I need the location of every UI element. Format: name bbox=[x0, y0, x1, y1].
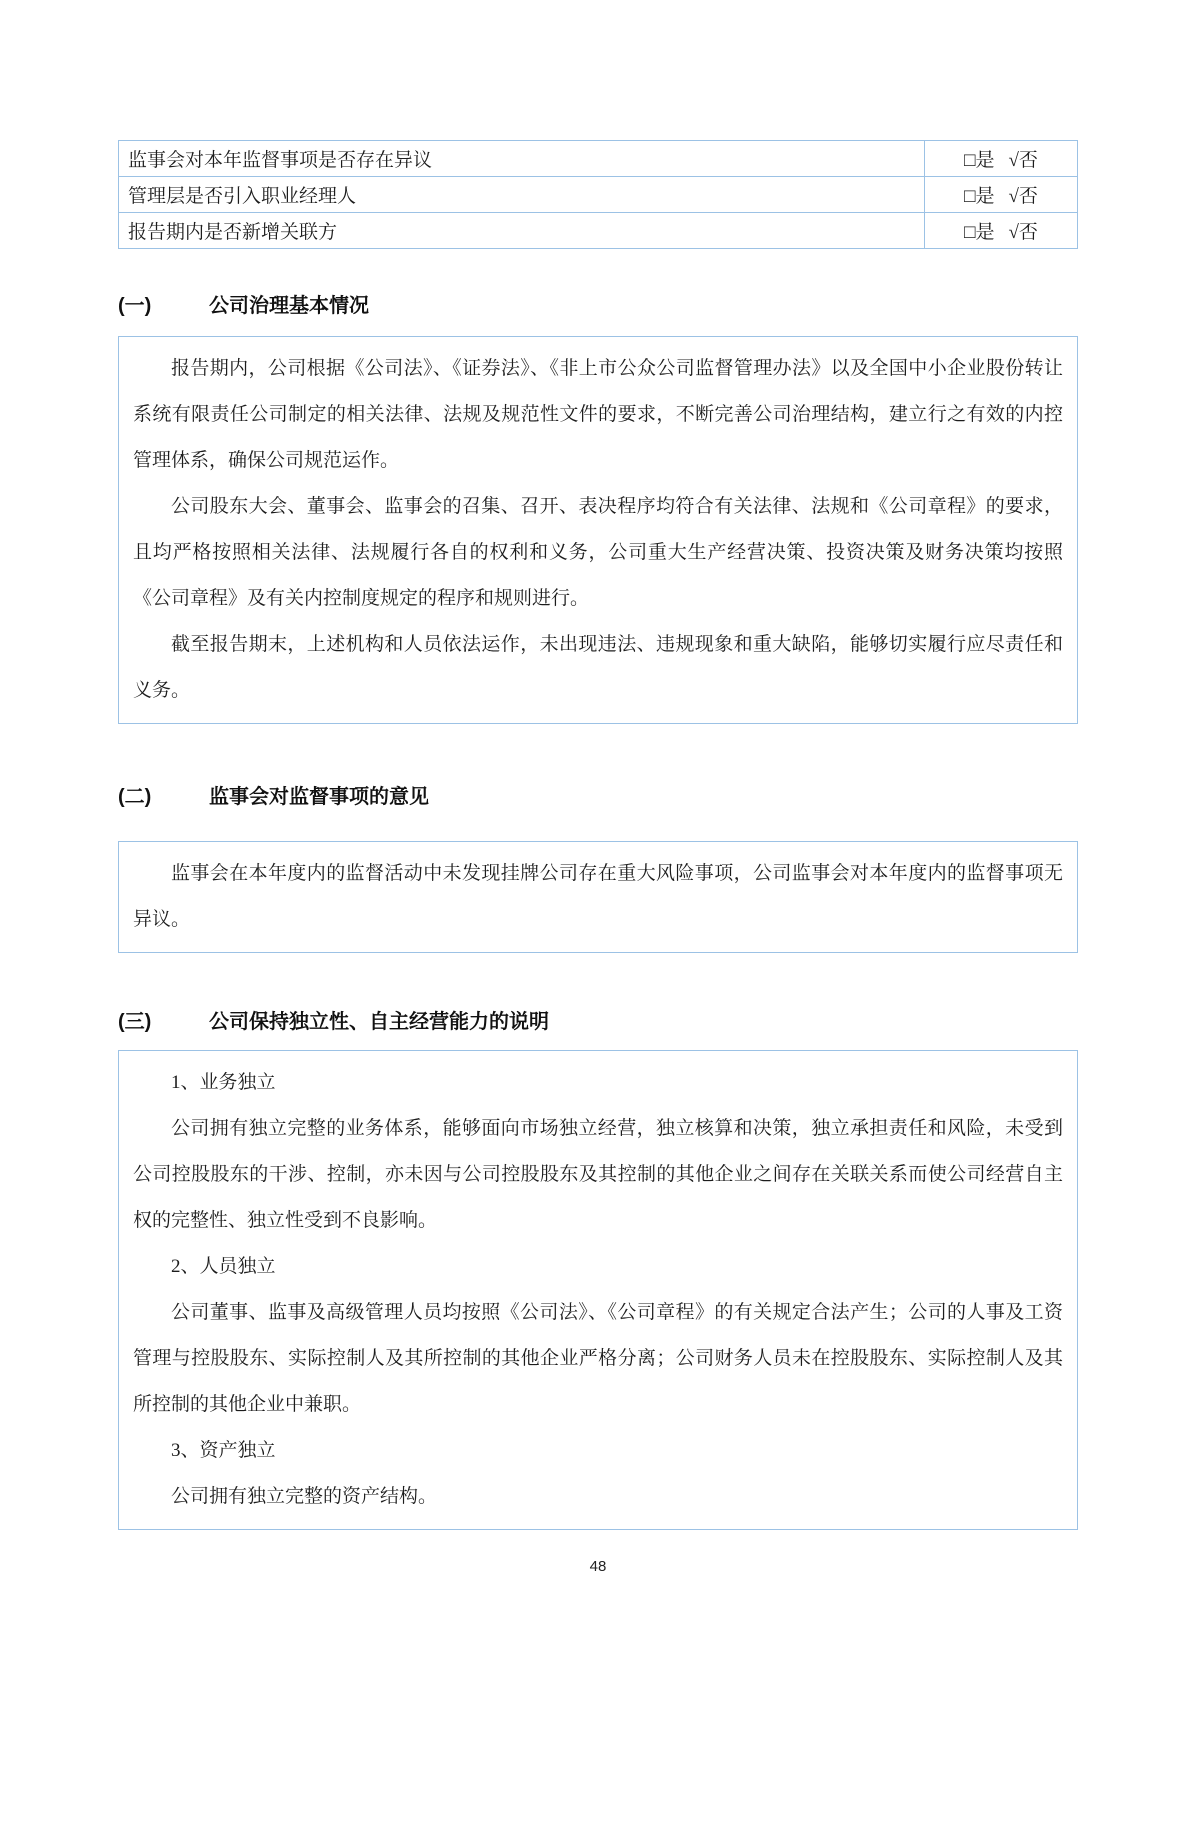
paragraph: 监事会在本年度内的监督活动中未发现挂牌公司存在重大风险事项，公司监事会对本年度内的监督事项无异议。 bbox=[133, 863, 1063, 930]
question-cell: 监事会对本年监督事项是否存在异议 bbox=[119, 141, 925, 177]
section-number: (二) bbox=[118, 786, 152, 808]
section-title: 公司保持独立性、自主经营能力的说明 bbox=[209, 1011, 549, 1033]
answer-cell bbox=[924, 213, 1077, 249]
paragraph: 公司拥有独立完整的业务体系，能够面向市场独立经营，独立核算和决策，独立承担责任和风险，未受到公司控股股东的干涉、控制，亦未因与公司控股股东及其控制的其他企业之间存在关联关系而使公司经营自主权的完整性、独立性受到不良影响。 bbox=[133, 1118, 1063, 1231]
paragraph: 截至报告期末，上述机构和人员依法运作，未出现违法、违规现象和重大缺陷，能够切实履行应尽责任和义务。 bbox=[133, 634, 1063, 701]
governance-text-box bbox=[118, 336, 1078, 724]
section-title: 监事会对监督事项的意见 bbox=[209, 786, 429, 808]
checkbox-yes-option: □是 bbox=[963, 222, 995, 243]
checked-no-option: √否 bbox=[1008, 150, 1038, 171]
subheading-business-independence: 1、业务独立 bbox=[171, 1072, 276, 1093]
paragraph: 报告期内，公司根据《公司法》、《证券法》、《非上市公众公司监督管理办法》以及全国中小企业股份转让系统有限责任公司制定的相关法律、法规及规范性文件的要求，不断完善公司治理结构，建立行之有效的内控管理体系，确保公司规范运作。 bbox=[133, 358, 1063, 471]
checked-no-option: √否 bbox=[1008, 186, 1038, 207]
question-cell: 管理层是否引入职业经理人 bbox=[119, 177, 925, 213]
governance-checklist-table bbox=[118, 140, 1078, 249]
answer-cell bbox=[924, 177, 1077, 213]
document-page bbox=[118, 140, 1078, 1575]
supervisor-opinion-text-box bbox=[118, 841, 1078, 953]
section-heading-governance bbox=[118, 293, 1078, 320]
paragraph: 公司拥有独立完整的资产结构。 bbox=[171, 1486, 438, 1507]
page-number: 48 bbox=[589, 1558, 607, 1575]
paragraph: 公司股东大会、董事会、监事会的召集、召开、表决程序均符合有关法律、法规和《公司章程》的要求，且均严格按照相关法律、法规履行各自的权利和义务，公司重大生产经营决策、投资决策及财务决策均按照《公司章程》及有关内控制度规定的程序和规则进行。 bbox=[133, 496, 1063, 609]
question-cell: 报告期内是否新增关联方 bbox=[119, 213, 925, 249]
checked-no-option: √否 bbox=[1008, 222, 1038, 243]
independence-text-box bbox=[118, 1050, 1078, 1530]
paragraph: 公司董事、监事及高级管理人员均按照《公司法》、《公司章程》的有关规定合法产生；公司的人事及工资管理与控股股东、实际控制人及其所控制的其他企业严格分离；公司财务人员未在控股股东、实际控制人及其所控制的其他企业中兼职。 bbox=[133, 1302, 1063, 1415]
table-row bbox=[119, 213, 1078, 249]
checkbox-yes-option: □是 bbox=[963, 186, 995, 207]
subheading-asset-independence: 3、资产独立 bbox=[171, 1440, 276, 1461]
answer-cell bbox=[924, 141, 1077, 177]
section-title: 公司治理基本情况 bbox=[209, 295, 369, 317]
table-row bbox=[119, 141, 1078, 177]
section-heading-independence bbox=[118, 1009, 1078, 1036]
subheading-personnel-independence: 2、人员独立 bbox=[171, 1256, 276, 1277]
checkbox-yes-option: □是 bbox=[963, 150, 995, 171]
section-heading-supervisor-opinion bbox=[118, 784, 1078, 811]
section-number: (三) bbox=[118, 1011, 152, 1033]
section-number: (一) bbox=[118, 295, 152, 317]
table-row bbox=[119, 177, 1078, 213]
